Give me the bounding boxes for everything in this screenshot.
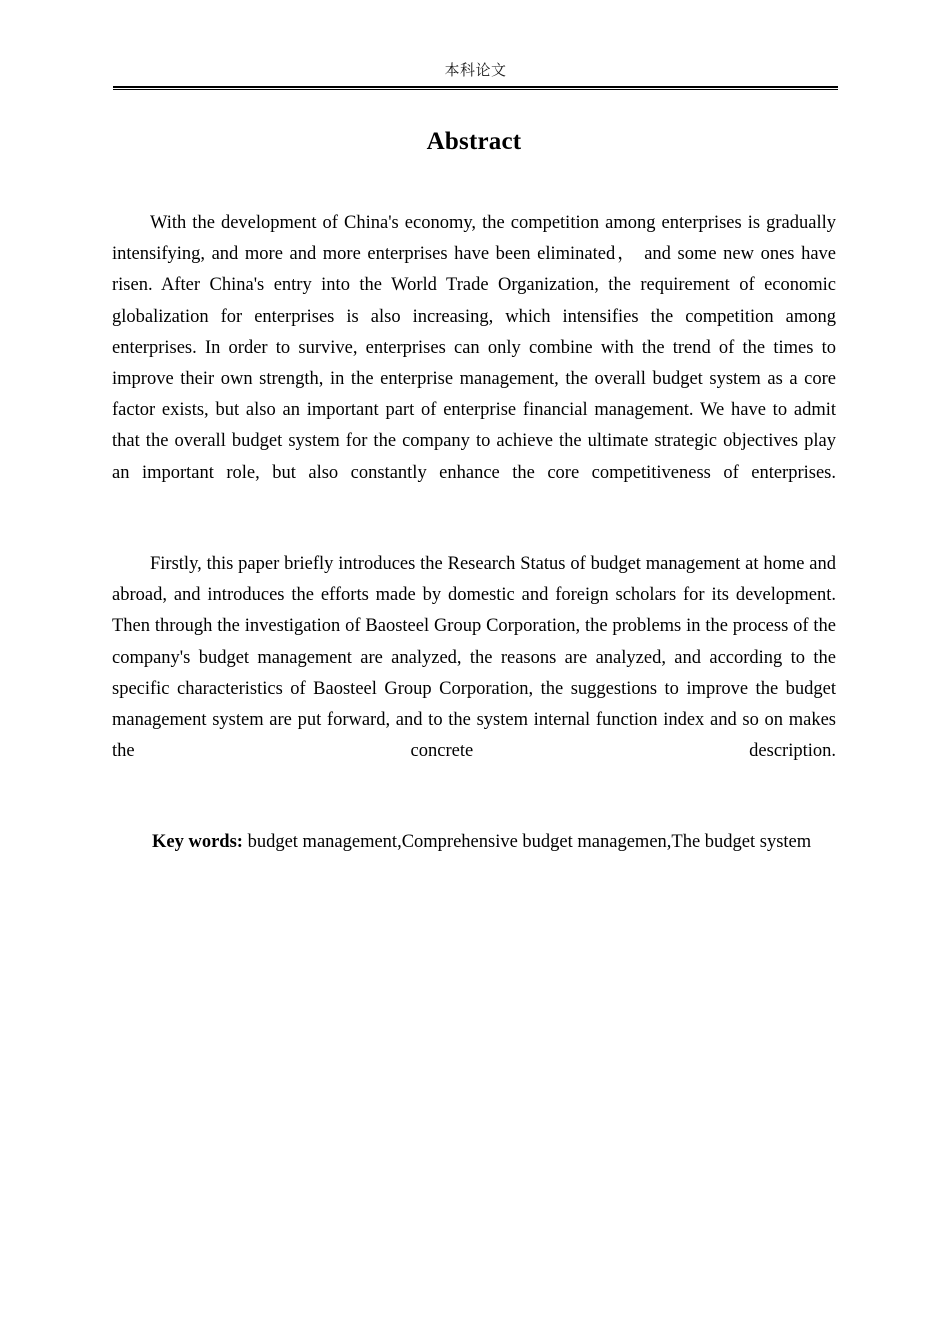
page-title: Abstract — [426, 128, 522, 155]
abstract-paragraph-1: With the development of China's economy, the competition among enterprises is gradually intensifying, and more and more enterprises have been eliminated， and some new ones have risen. After China's entry into the World Trade Organization, the requirement of economic globalization for enterprises is also increasing, which intensifies the competition among enterprises. In order to survive, enterprises can only combine with the trend of the times to improve their own strength, in the enterprise management, the overall budget system as a core factor exists, but also an important part of enterprise financial management. We have to admit that the overall budget system for the company to achieve the ultimate strategic objectives play an important role, but also constantly enhance the core competitiveness of enterprises. — [112, 213, 836, 483]
keywords-line — [112, 827, 836, 858]
running-head-text: 本科论文 — [444, 61, 507, 79]
keywords-label: Key words: — [152, 831, 243, 852]
header-divider-rule — [113, 86, 838, 90]
document-body — [112, 125, 836, 858]
spacer — [112, 520, 836, 549]
spacer — [112, 799, 836, 827]
page-header — [113, 60, 838, 90]
abstract-paragraph-2: Firstly, this paper briefly introduces the Research Status of budget management at home and abroad, and introduces the efforts made by domestic and foreign scholars for its development. Then through the investigation of Baosteel Group Corporation, the problems in the process of the company's budget management are analyzed, the reasons are analyzed, and according to the specific characteristics of Baosteel Group Corporation, the suggestions to improve the budget management system are put forward, and to the system internal function index and so on makes the concrete description. — [112, 554, 836, 762]
spacer — [112, 159, 836, 208]
keywords-value: budget management,Comprehensive budget managemen,The budget system — [242, 831, 812, 852]
